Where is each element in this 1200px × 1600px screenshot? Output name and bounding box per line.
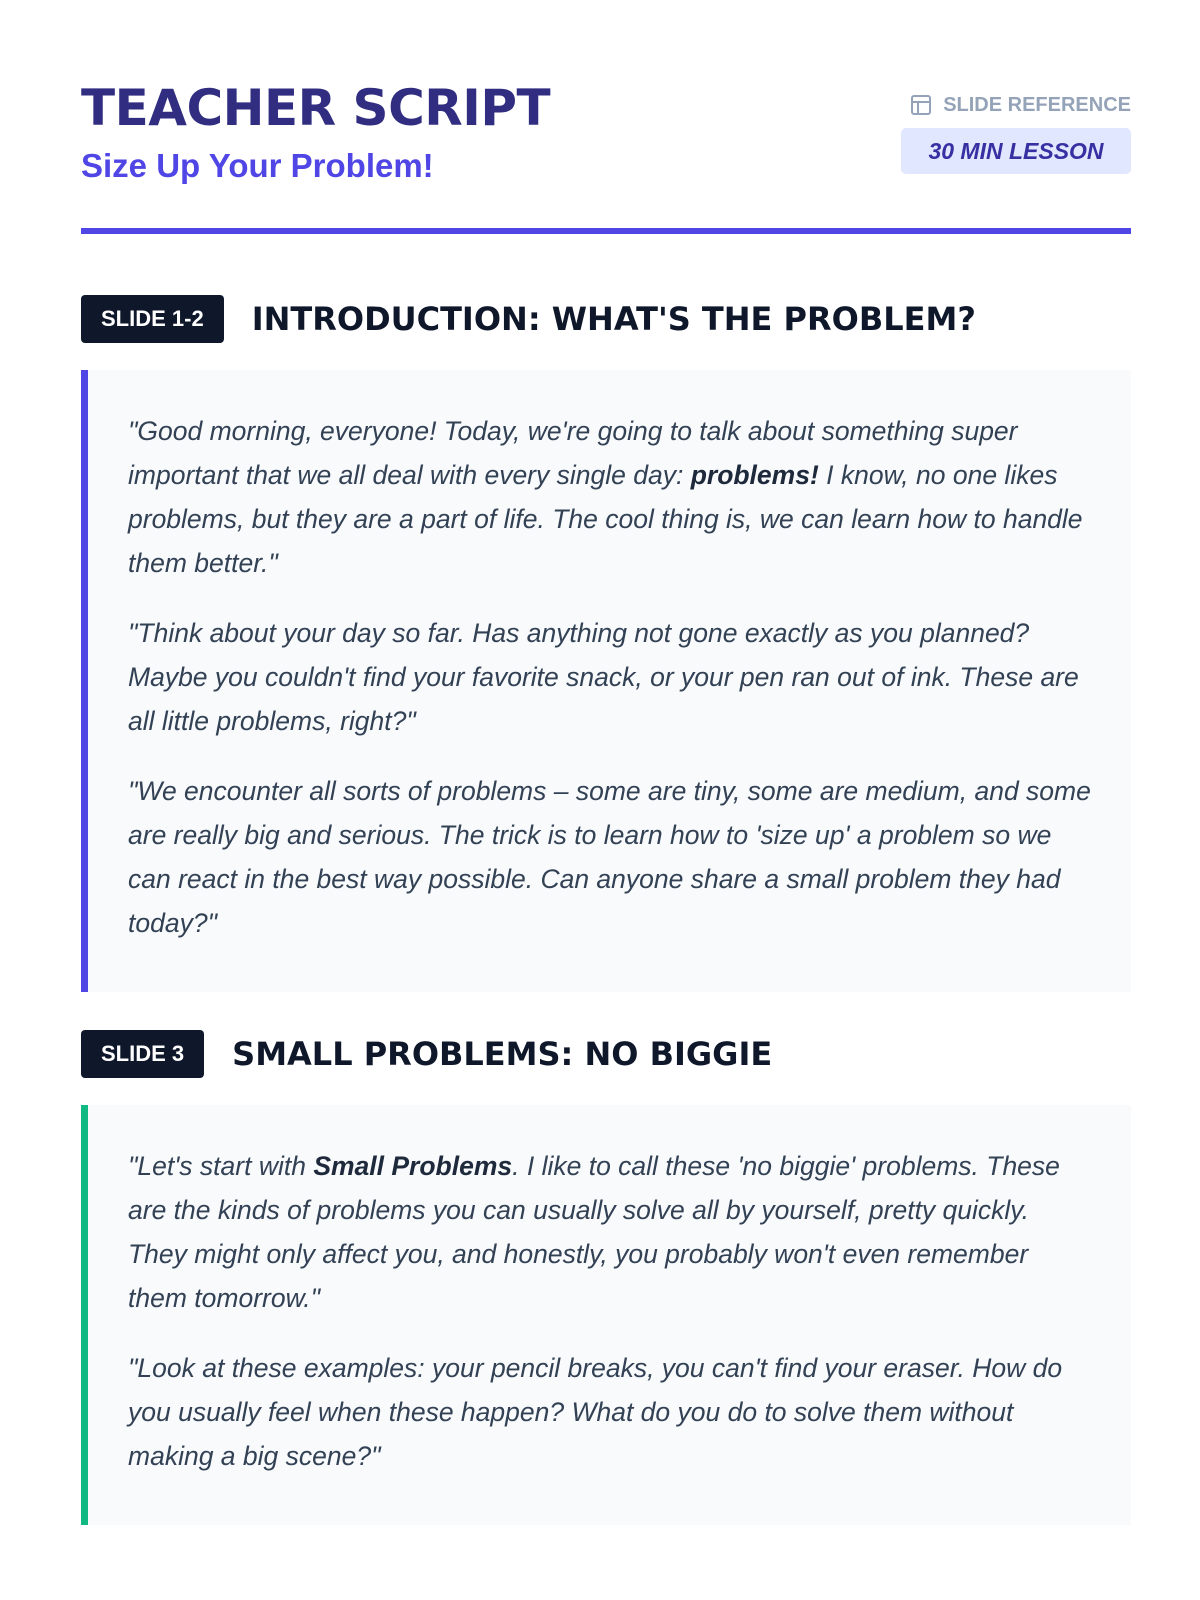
paragraph-text: . I like to call these 'no biggie' problems. These are the kinds of problems you can usually solve all by yourself, pretty quickly. They might only affect you, and honestly, you probably won't even remember them tomorrow." xyxy=(128,1151,1060,1313)
slide-tag: SLIDE 3 xyxy=(81,1030,204,1078)
script-paragraph: "We encounter all sorts of problems – some are tiny, some are medium, and some are really big and serious. The trick is to learn how to 'size up' a problem so we can react in the best way possible. Can anyone share a small problem they had today?" xyxy=(128,776,1091,938)
section-header xyxy=(81,295,1131,343)
lesson-duration-badge: 30 MIN LESSON xyxy=(901,128,1131,174)
slide-tag: SLIDE 1-2 xyxy=(81,295,224,343)
slide-reference xyxy=(909,93,1131,117)
slide-reference-label: SLIDE REFERENCE xyxy=(943,94,1131,116)
section-title: INTRODUCTION: WHAT'S THE PROBLEM? xyxy=(251,300,976,338)
section-introduction xyxy=(81,295,1131,992)
section-title: SMALL PROBLEMS: NO BIGGIE xyxy=(232,1035,773,1073)
layout-icon xyxy=(909,93,933,117)
script-paragraph xyxy=(128,1144,1091,1320)
script-paragraph: "Look at these examples: your pencil breaks, you can't find your eraser. How do you usually feel when these happen? What do you do to solve them without making a big scene?" xyxy=(128,1353,1063,1471)
page-header xyxy=(81,0,1131,236)
script-paragraph xyxy=(128,409,1091,585)
section-small-problems xyxy=(81,1030,1131,1525)
teacher-script-page xyxy=(81,0,1131,1471)
emphasis-text: problems! xyxy=(690,460,819,490)
script-box xyxy=(81,1105,1131,1525)
script-paragraph: "Think about your day so far. Has anything not gone exactly as you planned? Maybe you couldn't find your favorite snack, or your pen ran out of ink. These are all little problems, right?" xyxy=(128,618,1079,736)
script-box xyxy=(81,370,1131,992)
emphasis-text: Small Problems xyxy=(313,1151,513,1181)
paragraph-text: "Let's start with xyxy=(128,1151,314,1181)
paragraph-text: I know, no one likes problems, but they are a part of life. The cool thing is, we can learn how to handle them better." xyxy=(128,460,1083,578)
lesson-subtitle: Size Up Your Problem! xyxy=(81,147,434,184)
page-title: TEACHER SCRIPT xyxy=(81,79,551,137)
header-divider xyxy=(81,228,1131,234)
section-header xyxy=(81,1030,1131,1078)
paragraph-text: "Good morning, everyone! Today, we're going to talk about something super important that we all deal with every single day: xyxy=(128,416,1018,490)
